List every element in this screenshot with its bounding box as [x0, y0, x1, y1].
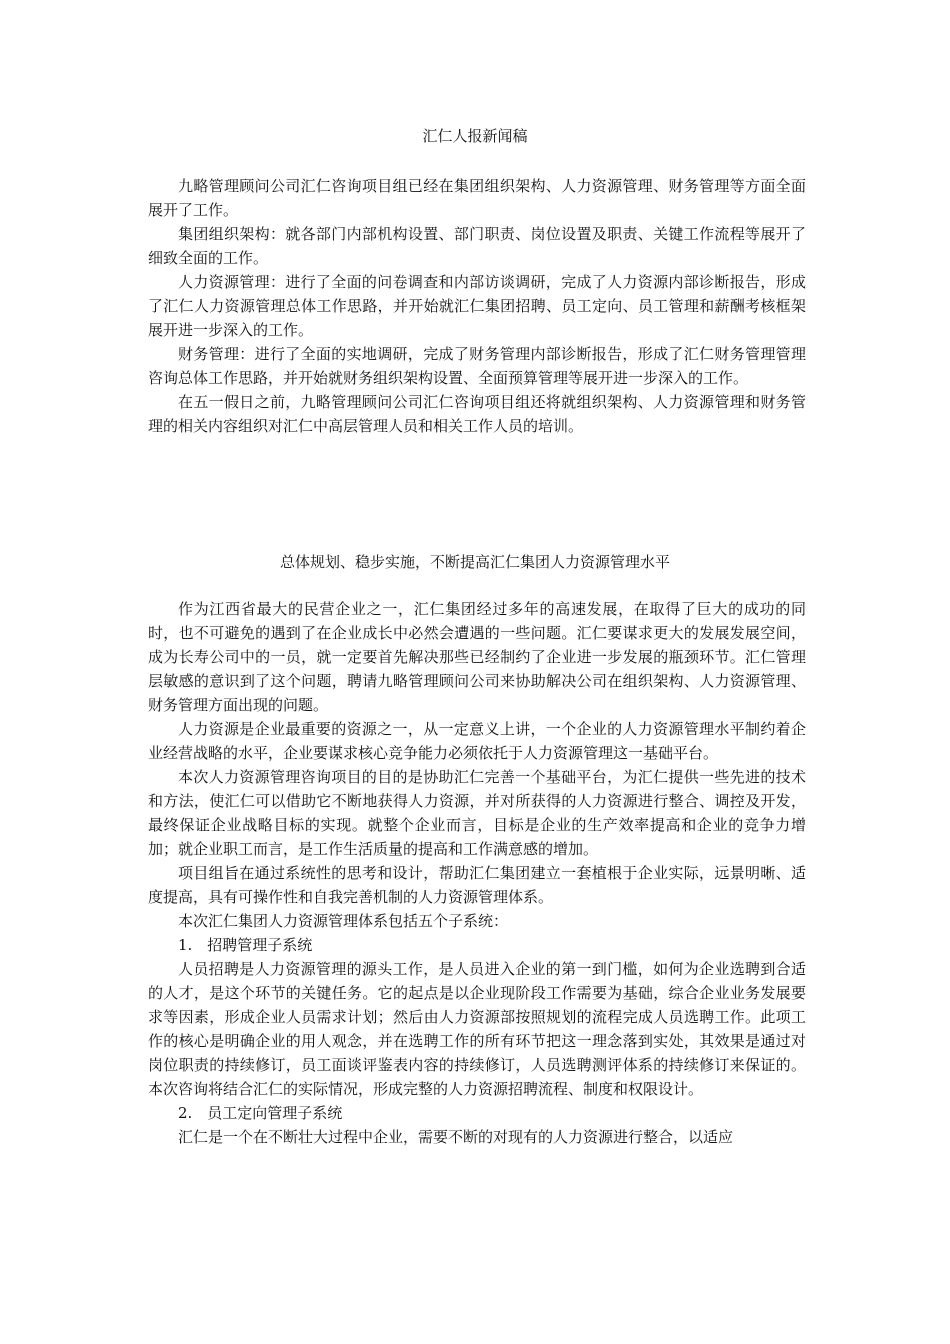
article1-title: 汇仁人报新闻稿 [422, 127, 528, 145]
article2-title: 总体规划、稳步实施，不断提高汇仁集团人力资源管理水平 [279, 553, 670, 571]
paragraph: 九略管理顾问公司汇仁咨询项目组已经在集团组织架构、人力资源管理、财务管理等方面全面展开了工作。 [148, 177, 806, 219]
paragraph: 本次人力资源管理咨询项目的目的是协助汇仁完善一个基础平台，为汇仁提供一些先进的技术和方法，使汇仁可以借助它不断地获得人力资源，并对所获得的人力资源进行整合、调控及开发，最终保证企业战略目标的实现。就整个企业而言，目标是企业的生产效率提高和企业的竞争力增加；就企业职工而言，是工作生活质量的提高和工作满意感的增加。 [148, 768, 806, 858]
paragraph: 项目组旨在通过系统性的思考和设计，帮助汇仁集团建立一套植根于企业实际，远景明晰、适度提高，具有可操作性和自我完善机制的人力资源管理体系。 [148, 864, 806, 906]
paragraph: 人力资源管理：进行了全面的问卷调查和内部访谈调研，完成了人力资源内部诊断报告，形成了汇仁人力资源管理总体工作思路，并开始就汇仁集团招聘、员工定向、员工管理和薪酬考核框架展开进一步深入的工作。 [148, 273, 806, 339]
paragraph: 在五一假日之前，九略管理顾问公司汇仁咨询项目组还将就组织架构、人力资源管理和财务管理的相关内容组织对汇仁中高层管理人员和相关工作人员的培训。 [148, 393, 806, 435]
paragraph: 人员招聘是人力资源管理的源头工作，是人员进入企业的第一到门槛，如何为企业选聘到合适的人才，是这个环节的关键任务。它的起点是以企业现阶段工作需要为基础，综合企业业务发展要求等因素，形成企业人员需求计划；然后由人力资源部按照规划的流程完成人员选聘工作。此项工作的核心是明确企业的用人观念，并在选聘工作的所有环节把这一理念落到实处，其效果是通过对岗位职责的持续修订，员工面谈评鉴表内容的持续修订，人员选聘测评体系的持续修订来保证的。本次咨询将结合汇仁的实际情况，形成完整的人力资源招聘流程、制度和权限设计。 [148, 960, 806, 1098]
article1-body [148, 174, 806, 438]
paragraph: 财务管理：进行了全面的实地调研，完成了财务管理内部诊断报告，形成了汇仁财务管理管理咨询总体工作思路，并开始就财务组织架构设置、全面预算管理等展开进一步深入的工作。 [148, 345, 806, 387]
paragraph: 人力资源是企业最重要的资源之一，从一定意义上讲，一个企业的人力资源管理水平制约着企业经营战略的水平，企业要谋求核心竞争能力必须依托于人力资源管理这一基础平台。 [148, 720, 806, 762]
subsection-heading: 1. 招聘管理子系统 [178, 936, 313, 954]
paragraph: 本次汇仁集团人力资源管理体系包括五个子系统： [178, 912, 509, 930]
paragraph: 作为江西省最大的民营企业之一，汇仁集团经过多年的高速发展，在取得了巨大的成功的同时，也不可避免的遇到了在企业成长中必然会遭遇的一些问题。汇仁要谋求更大的发展发展空间，成为长寿公司中的一员，就一定要首先解决那些已经制约了企业进一步发展的瓶颈环节。汇仁管理层敏感的意识到了这个问题，聘请九略管理顾问公司来协助解决公司在组织架构、人力资源管理、财务管理方面出现的问题。 [148, 600, 806, 714]
subsection-heading: 2. 员工定向管理子系统 [178, 1104, 343, 1122]
article2-body [148, 597, 806, 1149]
paragraph: 汇仁是一个在不断壮大过程中企业，需要不断的对现有的人力资源进行整合，以适应 [178, 1128, 734, 1146]
paragraph: 集团组织架构：就各部门内部机构设置、部门职责、岗位设置及职责、关键工作流程等展开了细致全面的工作。 [148, 225, 806, 267]
